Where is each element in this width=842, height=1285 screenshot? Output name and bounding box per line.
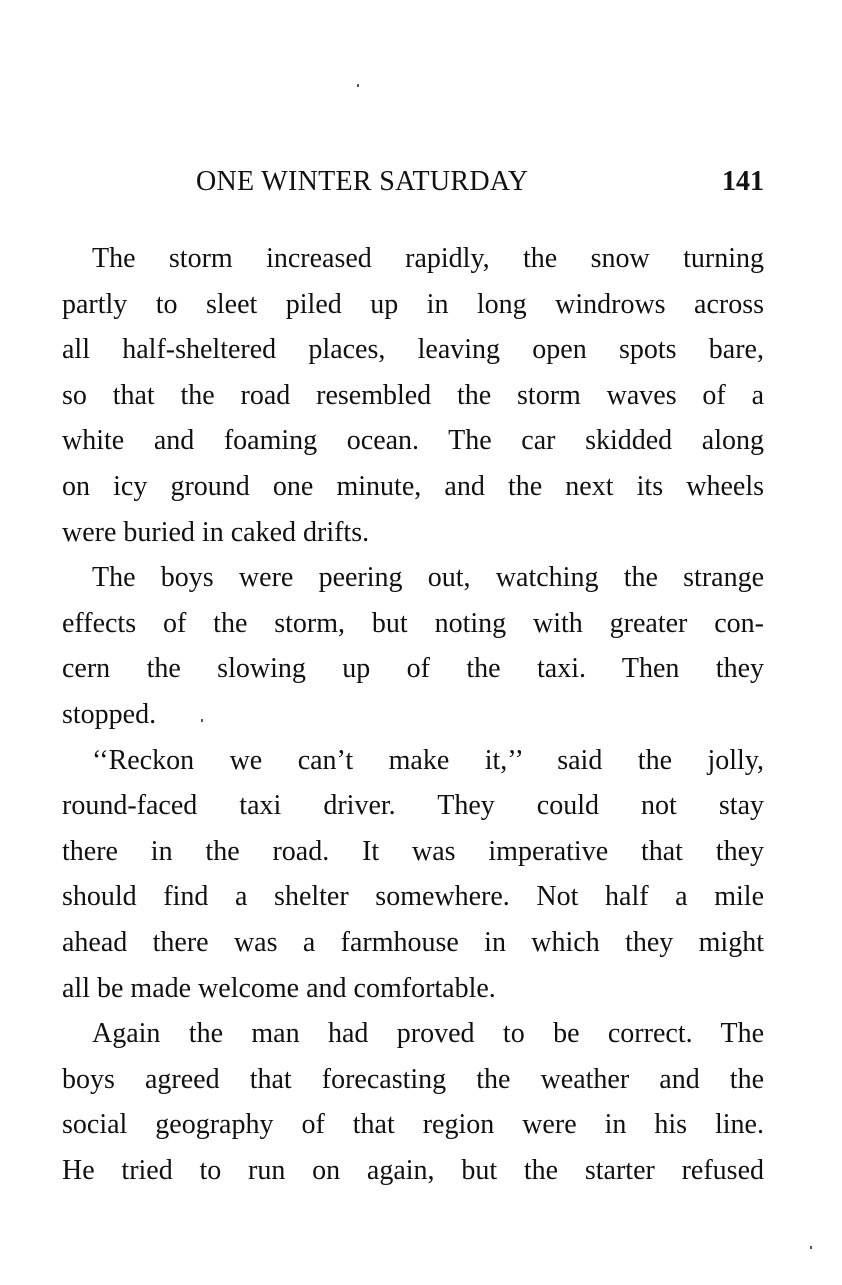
text-line: all be made welcome and comfortable. — [62, 972, 496, 1004]
text-line: round-faced taxi driver. They could not stay — [62, 790, 764, 822]
page-number: 141 — [722, 166, 764, 197]
text-line: ahead there was a farmhouse in which they might — [62, 926, 764, 958]
ink-speck — [357, 84, 359, 87]
running-title: ONE WINTER SATURDAY — [196, 166, 529, 197]
text-line: there in the road. It was imperative that they — [62, 835, 764, 867]
text-line: social geography of that region were in his line. — [62, 1109, 764, 1141]
text-line: The storm increased rapidly, the snow turning — [92, 243, 764, 274]
text-line: partly to sleet piled up in long windrows across — [62, 288, 764, 320]
text-line: so that the road resembled the storm waves of a — [62, 379, 764, 411]
text-line: on icy ground one minute, and the next its wheels — [62, 470, 764, 502]
text-line: were buried in caked drifts. — [62, 516, 370, 548]
text-line: white and foaming ocean. The car skidded along — [62, 425, 764, 457]
text-line: stopped. — [62, 698, 157, 730]
text-line: The boys were peering out, watching the strange — [92, 562, 764, 594]
text-line: should find a shelter somewhere. Not half a mile — [62, 881, 764, 913]
text-line: Again the man had proved to be correct. The — [92, 1018, 764, 1050]
text-line: boys agreed that forecasting the weather and the — [62, 1063, 764, 1095]
ink-speck — [810, 1246, 812, 1249]
text-line: ‘‘Reckon we can’t make it,’’ said the jolly, — [92, 744, 764, 776]
text-line: cern the slowing up of the taxi. Then they — [62, 653, 764, 685]
text-line: He tried to run on again, but the starter refused — [62, 1154, 764, 1186]
body-text — [62, 236, 764, 1193]
running-head — [62, 162, 764, 202]
text-line: all half-sheltered places, leaving open spots bare, — [62, 334, 764, 366]
text-line: effects of the storm, but noting with greater con- — [62, 607, 764, 639]
